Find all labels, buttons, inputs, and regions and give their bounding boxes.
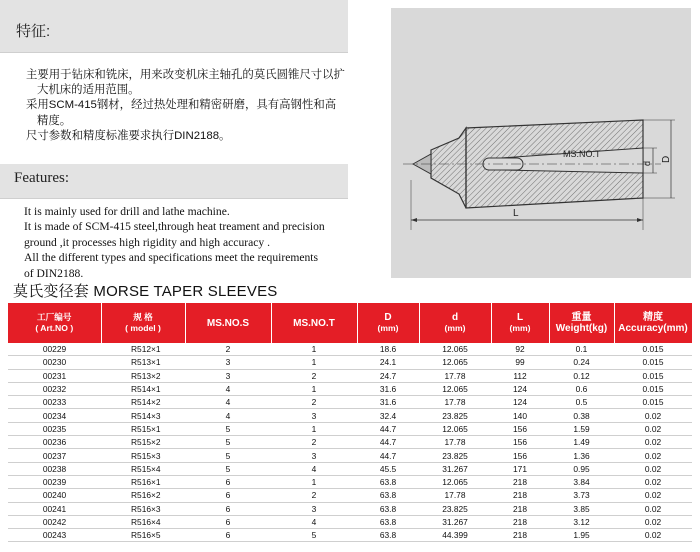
cell-model: R516×2 [101, 489, 185, 502]
cell-l: 218 [491, 515, 549, 528]
cell-model: R516×5 [101, 529, 185, 542]
cell-d-small: 17.78 [419, 396, 491, 409]
col-weight: 重量 Weight(kg) [549, 303, 614, 343]
features-cn-text [26, 68, 351, 144]
cell-ms-no-s: 6 [185, 529, 271, 542]
cell-ms-no-t: 3 [271, 409, 357, 422]
table-row [8, 489, 692, 502]
cell-ms-no-s: 5 [185, 422, 271, 435]
cell-ms-no-t: 3 [271, 449, 357, 462]
cell-weight: 1.49 [549, 436, 614, 449]
cell-ms-no-s: 5 [185, 436, 271, 449]
cell-d-big: 31.6 [357, 396, 419, 409]
en-line: of DIN2188. [24, 266, 84, 280]
cell-ms-no-s: 3 [185, 369, 271, 382]
sleeve-diagram [391, 8, 691, 278]
cell-model: R515×1 [101, 422, 185, 435]
label-ms-no-t: MS.NO.T [563, 149, 601, 159]
cell-ms-no-s: 6 [185, 489, 271, 502]
col-model: 规 格 ( model ) [101, 303, 185, 343]
cell-model: R513×1 [101, 356, 185, 369]
cell-ms-no-t: 4 [271, 462, 357, 475]
col-art-no: 工厂编号 ( Art.NO ) [8, 303, 101, 343]
cell-art-no: 00243 [8, 529, 101, 542]
cell-l: 140 [491, 409, 549, 422]
en-line: It is mainly used for drill and lathe machine. [24, 205, 230, 218]
table-row [8, 475, 692, 488]
cell-accuracy: 0.02 [614, 449, 692, 462]
cell-model: R514×3 [101, 409, 185, 422]
cell-ms-no-t: 1 [271, 356, 357, 369]
cell-model: R516×3 [101, 502, 185, 515]
cell-ms-no-s: 2 [185, 343, 271, 356]
cell-d-small: 31.267 [419, 462, 491, 475]
cell-accuracy: 0.02 [614, 515, 692, 528]
sleeve-neck [431, 128, 466, 208]
cell-d-small: 23.825 [419, 449, 491, 462]
cell-accuracy: 0.02 [614, 409, 692, 422]
cell-ms-no-t: 1 [271, 382, 357, 395]
col-ms-no-s: MS.NO.S [185, 303, 271, 343]
cell-ms-no-s: 6 [185, 502, 271, 515]
label-l: L [513, 208, 519, 219]
cell-model: R515×2 [101, 436, 185, 449]
cell-accuracy: 0.015 [614, 369, 692, 382]
cell-d-small: 12.065 [419, 382, 491, 395]
cell-d-big: 44.7 [357, 449, 419, 462]
cell-ms-no-s: 3 [185, 356, 271, 369]
cell-art-no: 00235 [8, 422, 101, 435]
cn-line: 主要用于钻床和铣床，用来改变机床主轴孔的莫氏圆锥尺寸以扩 [26, 69, 345, 81]
cell-d-small: 23.825 [419, 502, 491, 515]
cell-d-small: 44.399 [419, 529, 491, 542]
table-row [8, 529, 692, 542]
en-line: All the different types and specifications meet the requirements [24, 251, 319, 265]
cn-line: 精度。 [37, 114, 72, 127]
cell-d-big: 44.7 [357, 422, 419, 435]
cell-art-no: 00240 [8, 489, 101, 502]
table-row [8, 409, 692, 422]
cn-line: 尺寸参数和精度标准要求执行DIN2188。 [26, 129, 231, 142]
cell-weight: 0.95 [549, 462, 614, 475]
cell-art-no: 00232 [8, 382, 101, 395]
cell-art-no: 00233 [8, 396, 101, 409]
cell-weight: 3.84 [549, 475, 614, 488]
table-row [8, 462, 692, 475]
cell-l: 171 [491, 462, 549, 475]
cell-l: 124 [491, 396, 549, 409]
cell-art-no: 00239 [8, 475, 101, 488]
cell-d-small: 31.267 [419, 515, 491, 528]
cell-l: 218 [491, 529, 549, 542]
cell-art-no: 00234 [8, 409, 101, 422]
cell-l: 112 [491, 369, 549, 382]
cell-ms-no-t: 1 [271, 475, 357, 488]
cell-model: R513×2 [101, 369, 185, 382]
cell-accuracy: 0.015 [614, 343, 692, 356]
cell-art-no: 00241 [8, 502, 101, 515]
table-row [8, 422, 692, 435]
cell-l: 156 [491, 422, 549, 435]
cell-accuracy: 0.02 [614, 529, 692, 542]
cell-d-small: 17.78 [419, 436, 491, 449]
cell-l: 92 [491, 343, 549, 356]
table-row [8, 396, 692, 409]
col-ms-no-t: MS.NO.T [271, 303, 357, 343]
cell-accuracy: 0.02 [614, 475, 692, 488]
cell-weight: 0.6 [549, 382, 614, 395]
cell-d-big: 18.6 [357, 343, 419, 356]
table-row [8, 343, 692, 356]
cell-d-big: 44.7 [357, 436, 419, 449]
table-row [8, 502, 692, 515]
features-en-header [0, 164, 348, 199]
cell-l: 124 [491, 382, 549, 395]
label-d-small: d [642, 160, 652, 166]
features-en-heading: Features: [14, 170, 69, 186]
cell-d-small: 23.825 [419, 409, 491, 422]
cell-ms-no-s: 6 [185, 515, 271, 528]
cell-l: 156 [491, 436, 549, 449]
col-l: L (mm) [491, 303, 549, 343]
table-body [8, 343, 692, 542]
cell-art-no: 00229 [8, 343, 101, 356]
cell-accuracy: 0.015 [614, 382, 692, 395]
cell-model: R516×4 [101, 515, 185, 528]
col-d-small: d (mm) [419, 303, 491, 343]
cell-model: R515×3 [101, 449, 185, 462]
cell-ms-no-s: 4 [185, 382, 271, 395]
cell-model: R514×2 [101, 396, 185, 409]
table-row [8, 449, 692, 462]
cell-ms-no-t: 2 [271, 489, 357, 502]
cell-weight: 0.1 [549, 343, 614, 356]
cell-ms-no-t: 5 [271, 529, 357, 542]
features-cn-heading: 特征: [16, 23, 51, 40]
cell-d-big: 24.1 [357, 356, 419, 369]
cell-accuracy: 0.015 [614, 356, 692, 369]
cell-ms-no-s: 5 [185, 462, 271, 475]
table-row [8, 515, 692, 528]
cell-d-small: 17.78 [419, 489, 491, 502]
cell-weight: 1.59 [549, 422, 614, 435]
cell-accuracy: 0.02 [614, 462, 692, 475]
table-row [8, 356, 692, 369]
cell-accuracy: 0.02 [614, 502, 692, 515]
en-line: It is made of SCM-415 steel,through heat treament and precision [24, 220, 325, 234]
cell-art-no: 00242 [8, 515, 101, 528]
cell-d-big: 32.4 [357, 409, 419, 422]
cell-art-no: 00238 [8, 462, 101, 475]
cell-ms-no-t: 2 [271, 396, 357, 409]
cell-ms-no-s: 4 [185, 396, 271, 409]
cell-d-big: 63.8 [357, 489, 419, 502]
cn-line: 采用SCM-415钢材，经过热处理和精密研磨，具有高钢性和高 [26, 99, 337, 112]
cell-weight: 1.36 [549, 449, 614, 462]
table-header-row [8, 303, 692, 343]
cell-weight: 0.5 [549, 396, 614, 409]
cell-d-small: 12.065 [419, 343, 491, 356]
cn-line: 大机床的适用范围。 [37, 84, 140, 97]
cell-ms-no-s: 4 [185, 409, 271, 422]
cell-d-small: 12.065 [419, 475, 491, 488]
table-title: 莫氏变径套 MORSE TAPER SLEEVES [13, 283, 278, 300]
cell-accuracy: 0.02 [614, 436, 692, 449]
cell-ms-no-s: 5 [185, 449, 271, 462]
cell-model: R516×1 [101, 475, 185, 488]
sleeve-drawing [391, 8, 691, 278]
features-cn-header [0, 0, 348, 53]
cell-art-no: 00230 [8, 356, 101, 369]
spec-table [8, 303, 693, 542]
cell-ms-no-t: 4 [271, 515, 357, 528]
cell-d-big: 63.8 [357, 475, 419, 488]
cell-ms-no-t: 1 [271, 422, 357, 435]
cell-d-big: 24.7 [357, 369, 419, 382]
cell-l: 99 [491, 356, 549, 369]
cell-d-small: 17.78 [419, 369, 491, 382]
cell-ms-no-s: 6 [185, 475, 271, 488]
col-d-big: D (mm) [357, 303, 419, 343]
en-line: ground ,it processes high rigidity and high accuracy . [24, 235, 270, 249]
cell-model: R515×4 [101, 462, 185, 475]
cell-l: 218 [491, 502, 549, 515]
cell-accuracy: 0.02 [614, 489, 692, 502]
cell-model: R514×1 [101, 382, 185, 395]
cell-d-big: 63.8 [357, 529, 419, 542]
cell-accuracy: 0.015 [614, 396, 692, 409]
cell-weight: 3.73 [549, 489, 614, 502]
cell-d-big: 63.8 [357, 515, 419, 528]
table-row [8, 436, 692, 449]
cell-l: 218 [491, 489, 549, 502]
cell-weight: 1.95 [549, 529, 614, 542]
cell-d-big: 63.8 [357, 502, 419, 515]
cell-d-big: 31.6 [357, 382, 419, 395]
cell-art-no: 00237 [8, 449, 101, 462]
cell-weight: 0.38 [549, 409, 614, 422]
cell-ms-no-t: 3 [271, 502, 357, 515]
cell-weight: 3.85 [549, 502, 614, 515]
cell-weight: 0.24 [549, 356, 614, 369]
cell-art-no: 00231 [8, 369, 101, 382]
cell-d-small: 12.065 [419, 422, 491, 435]
cell-d-small: 12.065 [419, 356, 491, 369]
table-row [8, 382, 692, 395]
cell-l: 218 [491, 475, 549, 488]
cell-d-big: 45.5 [357, 462, 419, 475]
cell-model: R512×1 [101, 343, 185, 356]
cell-ms-no-t: 2 [271, 436, 357, 449]
cell-l: 156 [491, 449, 549, 462]
label-d-big: D [661, 155, 672, 163]
cell-ms-no-t: 2 [271, 369, 357, 382]
features-en-text [24, 204, 352, 281]
cell-art-no: 00236 [8, 436, 101, 449]
cell-accuracy: 0.02 [614, 422, 692, 435]
cell-weight: 0.12 [549, 369, 614, 382]
cell-weight: 3.12 [549, 515, 614, 528]
col-accuracy: 精度 Accuracy(mm) [614, 303, 692, 343]
cell-ms-no-t: 1 [271, 343, 357, 356]
table-row [8, 369, 692, 382]
